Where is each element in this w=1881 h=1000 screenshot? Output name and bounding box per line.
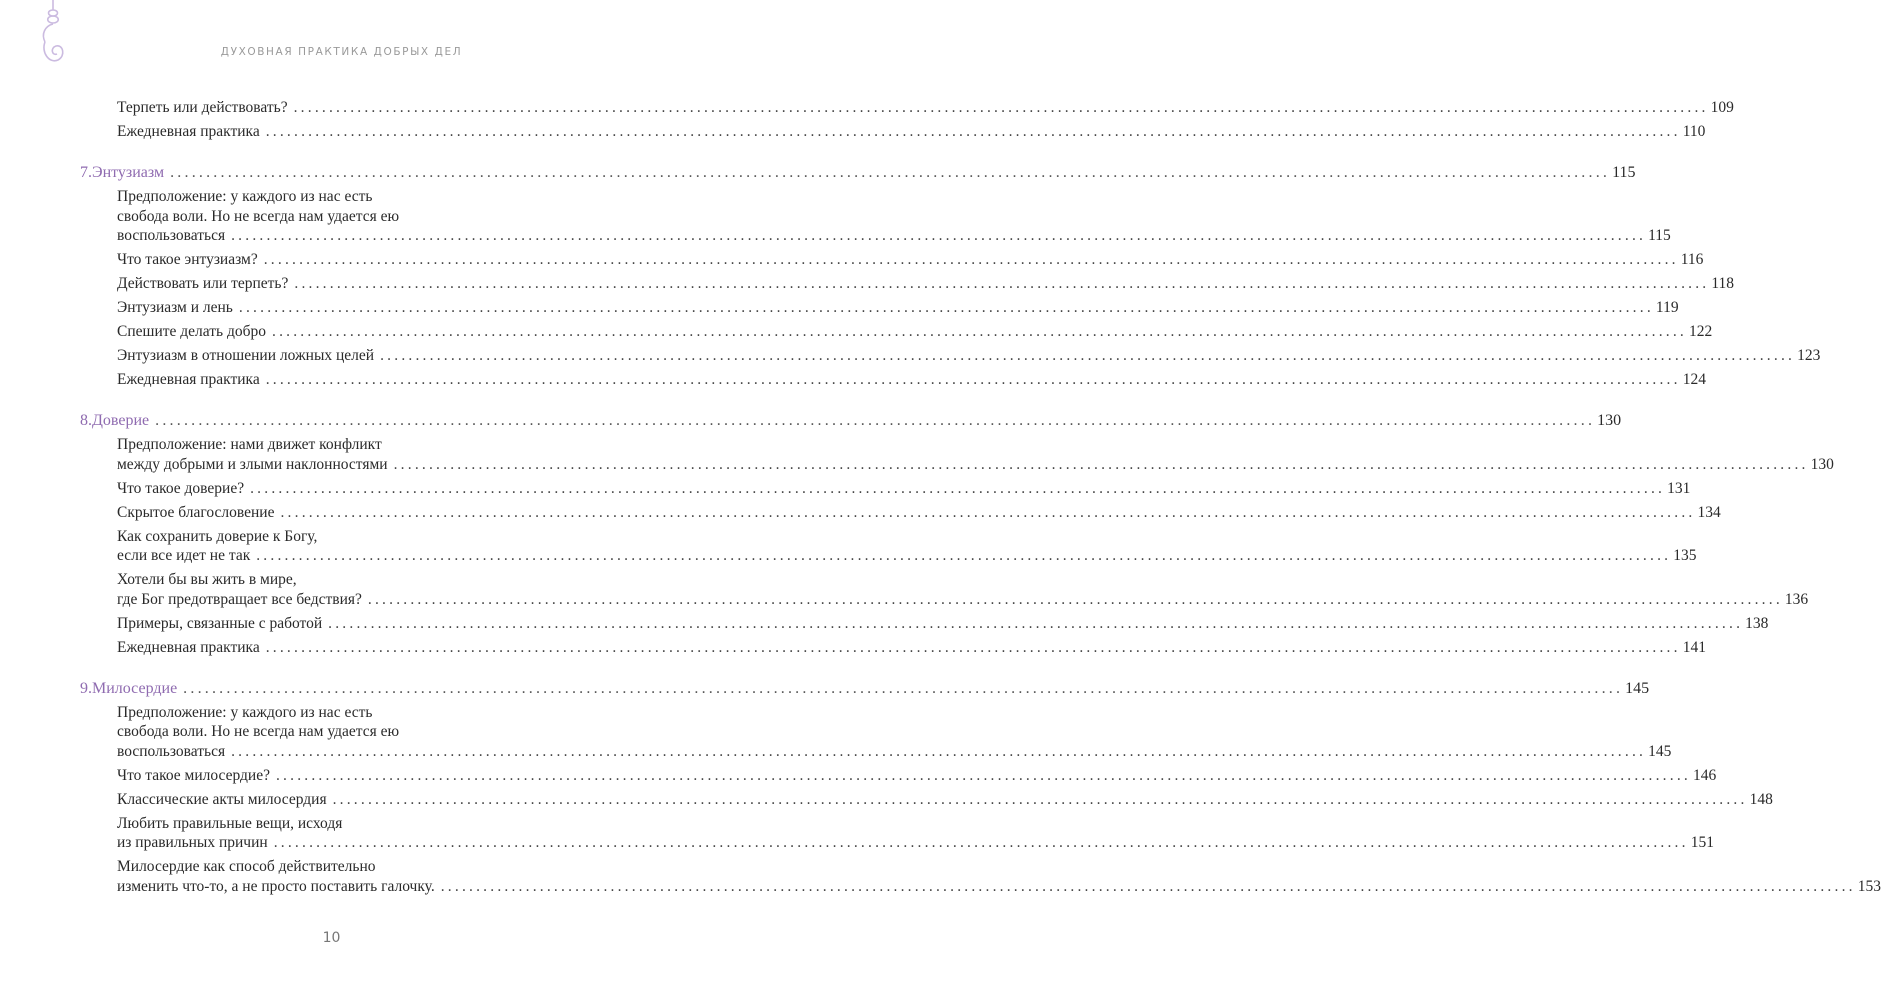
entry-page-number: 146 <box>1692 766 1717 784</box>
entry-title-line: Энтузиазм и лень <box>117 299 233 317</box>
toc-entry[interactable] <box>117 788 1773 812</box>
dot-leader: ........................................................................................................................................................................................................ <box>293 99 1709 117</box>
chapter-title: Доверие <box>92 412 150 429</box>
entry-page-number: 141 <box>1682 638 1706 656</box>
toc-entry[interactable] <box>117 477 1691 501</box>
chapter-heading[interactable] <box>80 677 1650 701</box>
toc-entry[interactable] <box>117 525 1697 569</box>
entry-page-number: 110 <box>1682 123 1706 141</box>
entry-title-line: Милосердие как способ действительно <box>117 858 376 876</box>
entry-title-line: свобода воли. Но не всегда нам удается ею <box>117 207 400 225</box>
dot-leader: ........................................................................................................................................................................................................ <box>170 164 1611 181</box>
entry-title-line: Любить правильные вещи, исходя <box>117 814 343 832</box>
entry-page-number: 109 <box>1710 99 1734 117</box>
dot-leader: ........................................................................................................................................................................................................ <box>275 766 1691 784</box>
toc-entry[interactable] <box>117 433 1834 477</box>
dot-leader: ........................................................................................................................................................................................................ <box>183 679 1624 697</box>
chapter-number: 8. <box>80 412 92 429</box>
toc-entry[interactable] <box>117 368 1706 392</box>
entry-page-number: 136 <box>1784 590 1809 608</box>
entry-page-number: 116 <box>1680 251 1704 269</box>
entry-page-number: 153 <box>1857 877 1881 895</box>
toc-entry[interactable] <box>117 248 1704 272</box>
dot-leader: ........................................................................................................................................................................................................ <box>231 742 1647 760</box>
entry-last-line <box>117 766 1717 786</box>
entry-title-line: Предположение: у каждого из нас есть <box>117 703 373 721</box>
dot-leader: ........................................................................................................................................................................................................ <box>265 371 1681 389</box>
chapter-entries <box>80 433 1834 660</box>
entry-last-line <box>117 455 1834 475</box>
entry-last-line <box>117 546 1697 566</box>
entry-title-line: Спешите делать добро <box>117 323 266 341</box>
entry-title-line: изменить что-то, а не просто поставить галочку. <box>117 877 435 895</box>
entry-page-number: 124 <box>1682 371 1706 389</box>
chapter-heading[interactable] <box>80 161 1636 185</box>
entry-title-line: Терпеть или действовать? <box>117 99 288 117</box>
entry-last-line <box>117 479 1691 499</box>
entry-page-number: 130 <box>1810 455 1834 473</box>
entry-title-line: Ежедневная практика <box>117 123 260 141</box>
entry-last-line <box>117 877 1881 897</box>
entry-last-line <box>117 322 1713 342</box>
chapter-heading[interactable] <box>80 409 1622 433</box>
chapter-title: Милосердие <box>92 679 178 697</box>
running-head: ДУХОВНАЯ ПРАКТИКА ДОБРЫХ ДЕЛ <box>220 46 463 58</box>
entry-title-line: Что такое энтузиазм? <box>117 251 258 269</box>
entry-last-line <box>117 274 1735 294</box>
entry-title-line: Что такое милосердие? <box>117 766 270 784</box>
dot-leader: ........................................................................................................................................................................................................ <box>380 347 1796 365</box>
chapter-number: 9. <box>80 679 92 697</box>
chapter-page-number: 130 <box>1597 412 1622 429</box>
toc-entry[interactable] <box>117 96 1734 120</box>
chapter-number: 7. <box>80 164 92 181</box>
dot-leader: ........................................................................................................................................................................................................ <box>272 323 1687 341</box>
chapter-title: Энтузиазм <box>92 164 165 181</box>
toc-entry[interactable] <box>117 701 1672 764</box>
entry-title-line: из правильных причин <box>117 834 268 852</box>
entry-title-line: Хотели бы вы жить в мире, <box>117 571 297 589</box>
dot-leader: ........................................................................................................................................................................................................ <box>238 299 1654 317</box>
entry-title-line: Как сохранить доверие к Богу, <box>117 527 318 545</box>
entry-page-number: 148 <box>1749 790 1773 808</box>
dot-leader: ........................................................................................................................................................................................................ <box>332 790 1748 808</box>
dot-leader: ........................................................................................................................................................................................................ <box>231 227 1647 245</box>
toc-entry[interactable] <box>117 320 1713 344</box>
toc-entry[interactable] <box>117 120 1706 144</box>
toc-entry[interactable] <box>117 185 1671 248</box>
entry-title-line: если все идет не так <box>117 547 251 565</box>
entry-last-line <box>117 614 1769 634</box>
entry-page-number: 115 <box>1648 227 1671 245</box>
entry-last-line <box>117 298 1679 318</box>
entry-title-line: воспользоваться <box>117 227 226 245</box>
dot-leader: ........................................................................................................................................................................................................ <box>273 834 1689 852</box>
dot-leader: ........................................................................................................................................................................................................ <box>265 638 1681 656</box>
entry-last-line <box>117 742 1672 762</box>
toc-entry[interactable] <box>117 568 1809 612</box>
toc-entry[interactable] <box>117 272 1735 296</box>
swirl-ornament-icon <box>38 0 68 70</box>
entry-title-line: Скрытое благословение <box>117 503 275 521</box>
entry-page-number: 138 <box>1745 614 1769 632</box>
toc-entry[interactable] <box>117 636 1706 660</box>
entry-last-line <box>117 790 1773 810</box>
toc-entry[interactable] <box>117 296 1679 320</box>
entry-title-line: Ежедневная практика <box>117 638 260 656</box>
dot-leader: ........................................................................................................................................................................................................ <box>393 455 1809 473</box>
entry-last-line <box>117 346 1821 366</box>
entry-page-number: 131 <box>1667 479 1691 497</box>
entry-last-line <box>117 590 1809 610</box>
dot-leader: ........................................................................................................................................................................................................ <box>440 877 1856 895</box>
dot-leader: ........................................................................................................................................................................................................ <box>294 275 1710 293</box>
dot-leader: ........................................................................................................................................................................................................ <box>280 503 1696 521</box>
dot-leader: ........................................................................................................................................................................................................ <box>155 412 1596 429</box>
dot-leader: ........................................................................................................................................................................................................ <box>250 479 1666 497</box>
entry-last-line <box>117 370 1706 390</box>
entry-page-number: 151 <box>1690 834 1714 852</box>
entry-page-number: 119 <box>1655 299 1679 317</box>
toc-entry[interactable] <box>117 812 1714 856</box>
toc-entry[interactable] <box>117 764 1717 788</box>
entry-title-line: Энтузиазм в отношении ложных целей <box>117 347 375 365</box>
toc-entry[interactable] <box>117 855 1881 899</box>
entry-page-number: 145 <box>1648 742 1672 760</box>
entry-title-line: Предположение: нами движет конфликт <box>117 436 382 454</box>
chapter-entries <box>80 701 1881 899</box>
entry-title-line: Ежедневная практика <box>117 371 260 389</box>
table-of-contents <box>80 96 1881 899</box>
dot-leader: ........................................................................................................................................................................................................ <box>265 123 1681 141</box>
chapter-page-number: 145 <box>1625 679 1650 697</box>
toc-entry[interactable] <box>117 344 1821 368</box>
entry-title-line: Примеры, связанные с работой <box>117 614 323 632</box>
entry-last-line <box>117 638 1706 658</box>
intro-entries <box>80 96 1734 144</box>
entry-page-number: 134 <box>1697 503 1721 521</box>
dot-leader: ........................................................................................................................................................................................................ <box>263 251 1679 269</box>
entry-page-number: 135 <box>1673 547 1697 565</box>
dot-leader: ........................................................................................................................................................................................................ <box>328 614 1744 632</box>
dot-leader: ........................................................................................................................................................................................................ <box>367 590 1783 608</box>
entry-title-line: воспользоваться <box>117 742 226 760</box>
toc-entry[interactable] <box>117 501 1721 525</box>
entry-title-line: Что такое доверие? <box>117 479 245 497</box>
entry-title-line: Классические акты милосердия <box>117 790 327 808</box>
entry-last-line <box>117 98 1734 118</box>
entry-page-number: 122 <box>1689 323 1713 341</box>
entry-last-line <box>117 833 1714 853</box>
entry-last-line <box>117 250 1704 270</box>
entry-title-line: между добрыми и злыми наклонностями <box>117 455 388 473</box>
chapter-page-number: 115 <box>1612 164 1636 181</box>
entry-last-line <box>117 226 1671 246</box>
toc-entry[interactable] <box>117 612 1769 636</box>
entry-title-line: Действовать или терпеть? <box>117 275 289 293</box>
entry-page-number: 123 <box>1797 347 1821 365</box>
entry-title-line: свобода воли. Но не всегда нам удается ею <box>117 723 400 741</box>
entry-last-line <box>117 122 1706 142</box>
entry-title-line: Предположение: у каждого из нас есть <box>117 188 373 206</box>
entry-page-number: 118 <box>1711 275 1735 293</box>
entry-last-line <box>117 503 1721 523</box>
page-number: 10 <box>322 930 341 946</box>
dot-leader: ........................................................................................................................................................................................................ <box>256 547 1672 565</box>
chapter-entries <box>80 185 1821 392</box>
entry-title-line: где Бог предотвращает все бедствия? <box>117 590 362 608</box>
